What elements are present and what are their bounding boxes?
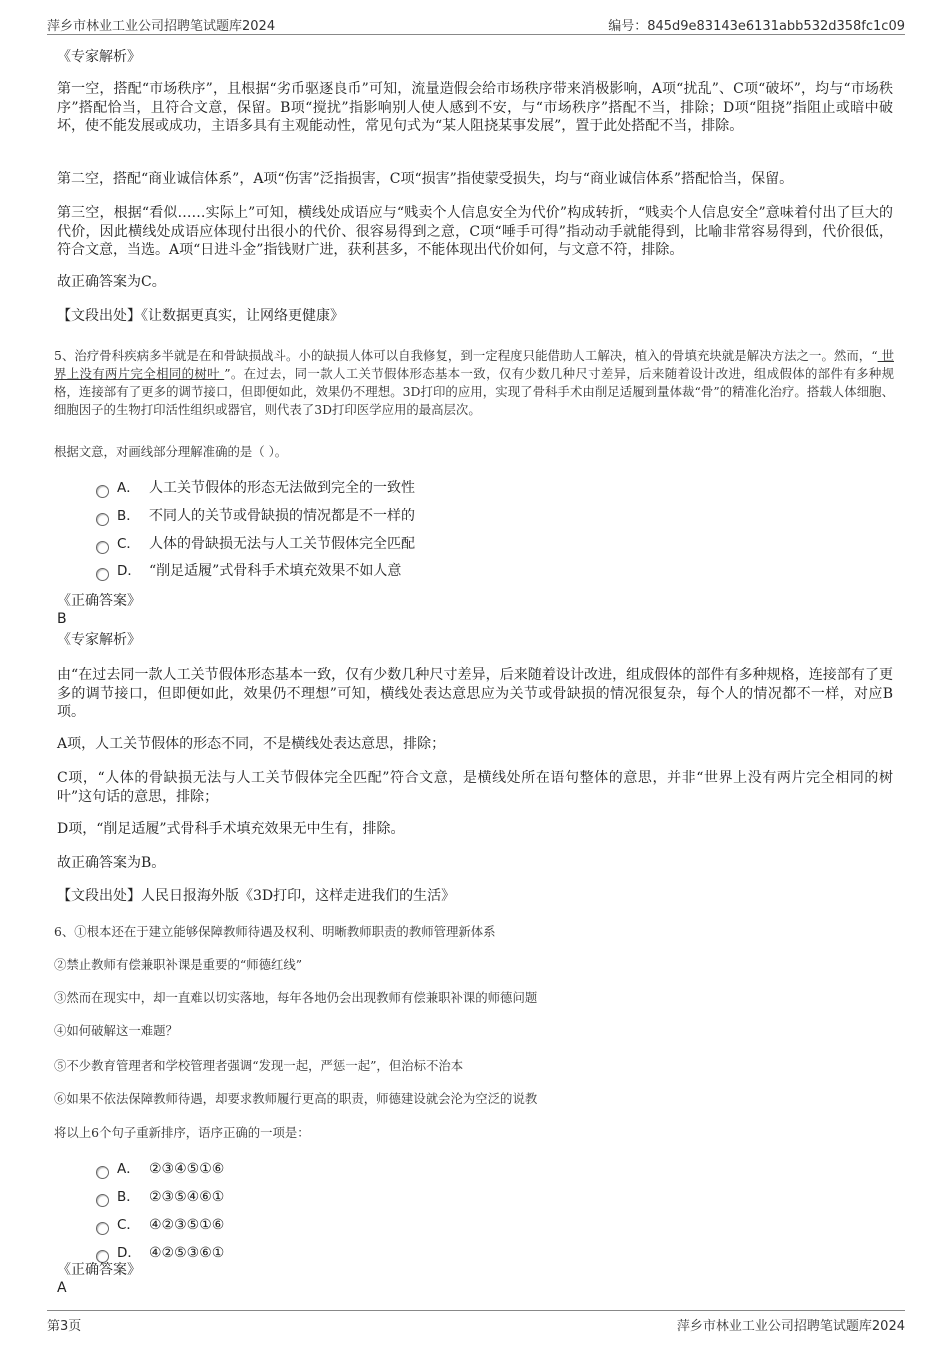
radio-icon[interactable]: [96, 541, 109, 554]
option-text: 人体的骨缺损无法与人工关节假体完全匹配: [149, 536, 415, 552]
q5-question: 根据文意，对画线部分理解准确的是（ ）。: [54, 444, 288, 459]
q6-option-a[interactable]: [96, 1160, 224, 1178]
option-letter: C．: [117, 536, 140, 552]
page-header: [47, 12, 905, 35]
option-letter: B．: [117, 1189, 140, 1205]
q6-answer: A: [57, 1280, 67, 1296]
option-letter: C．: [117, 1217, 140, 1233]
q5-option-c[interactable]: [96, 535, 415, 553]
header-title: 萍乡市林业工业公司招聘笔试题库2024: [47, 19, 276, 34]
option-letter: B．: [117, 508, 140, 524]
q5-underlined-phrase: 世界上没有两片完全相同的树叶: [54, 348, 894, 381]
page-footer: [47, 1310, 905, 1333]
radio-icon[interactable]: [96, 513, 109, 526]
option-letter: A．: [117, 480, 140, 496]
q4-expert-para1: 第一空，搭配“市场秩序”，且根据“劣币驱逐良币”可知，流量造假会给市场秩序带来消极影响，A项“扰乱”、C项“破坏”，均与“市场秩序”搭配恰当，且符合文意，保留。B项“搅扰”指影响别人使人感到不安，与“市场秩序”搭配不当，排除；D项“阻挠”指阻止或暗中破坏，使不能发展或成功，主语多具有主观能动性，常见句式为“某人阻挠某事发展”，置于此处搭配不当，排除。: [57, 81, 893, 134]
q6-option-b[interactable]: [96, 1188, 224, 1206]
q6-answer-label: 《正确答案》: [57, 1262, 141, 1278]
option-letter: D．: [117, 563, 141, 579]
q5-expert-para4: D项，“削足适履”式骨科手术填充效果无中生有，排除。: [57, 821, 405, 837]
q4-expert-para3: 第三空，根据“看似……实际上”可知，横线处成语应与“贱卖个人信息安全为代价”构成转折，“贱卖个人信息安全”意味着付出了巨大的代价，因此横线处成语应体现付出很小的代价、很容易得到之意，C项“唾手可得”指动动手就能得到，比喻非常容易得到，代价很低，符合文意，当选。A项“日进斗金”指钱财广进，获利甚多，不能体现出代价如何，与文意不符，排除。: [57, 205, 893, 258]
option-text: 不同人的关节或骨缺损的情况都是不一样的: [149, 508, 415, 524]
q4-expert-label: 《专家解析》: [57, 49, 141, 65]
option-text: ②③⑤④⑥①: [149, 1189, 225, 1205]
option-letter: A．: [117, 1161, 140, 1177]
q6-stem: 6、①根本还在于建立能够保障教师待遇及权利、明晰教师职责的教师管理新体系: [54, 924, 496, 939]
radio-icon[interactable]: [96, 485, 109, 498]
q5-stem-after: ”。在过去，同一款人工关节假体形态基本一致，仅有少数几种尺寸差异，后来随着设计改进，组成假体的部件有多种规格，连接部有了更多的调节接口，但即便如此，效果仍不理想。3D打印的应用，实现了骨科手术由削足适履到量体裁“骨”的精准化治疗。搭载人体细胞、细胞因子的生物打印活性组织或器官，则代表了3D打印医学应用的最高层次。: [54, 366, 894, 417]
q6-sentence-6: ⑥如果不依法保障教师待遇，却要求教师履行更高的职责，师德建设就会沦为空泛的说教: [54, 1091, 538, 1106]
q6-option-c[interactable]: [96, 1216, 224, 1234]
option-letter: D．: [117, 1245, 141, 1261]
q4-source: 【文段出处】《让数据更真实，让网络更健康》: [57, 308, 344, 324]
q5-option-b[interactable]: [96, 507, 415, 525]
footer-title: 萍乡市林业工业公司招聘笔试题库2024: [676, 1319, 905, 1334]
q5-stem: [54, 347, 894, 419]
q6-option-d[interactable]: [96, 1244, 224, 1262]
q6-sentence-4: ④如何破解这一难题？: [54, 1023, 178, 1038]
q6-question: 将以上6个句子重新排序，语序正确的一项是：: [54, 1125, 310, 1140]
radio-icon[interactable]: [96, 1194, 109, 1207]
option-text: ④②③⑤①⑥: [149, 1217, 225, 1233]
q5-option-d[interactable]: [96, 562, 401, 580]
q5-answer-label: 《正确答案》: [57, 593, 141, 609]
option-text: ④②⑤③⑥①: [149, 1245, 225, 1261]
q6-sentence-2: ②禁止教师有偿兼职补课是重要的“师德红线”: [54, 957, 303, 972]
option-text: “削足适履”式骨科手术填充效果不如人意: [149, 563, 402, 579]
radio-icon[interactable]: [96, 1166, 109, 1179]
q5-expert-para1: 由“在过去同一款人工关节假体形态基本一致，仅有少数几种尺寸差异，后来随着设计改进，组成假体的部件有多种规格，连接部有了更多的调节接口，但即便如此，效果仍不理想”可知，横线处表达意思应为关节或骨缺损的情况很复杂，每个人的情况都不一样，对应B项。: [57, 667, 893, 720]
q5-answer: B: [57, 611, 67, 627]
footer-page-number: 第3页: [47, 1319, 82, 1334]
header-doc-id: 编号：845d9e83143e6131abb532d358fc1c09: [608, 19, 905, 34]
q5-expert-para2: A项，人工关节假体的形态不同，不是横线处表达意思，排除；: [57, 736, 446, 752]
option-text: 人工关节假体的形态无法做到完全的一致性: [149, 480, 415, 496]
q5-source: 【文段出处】人民日报海外版《3D打印，这样走进我们的生活》: [57, 888, 456, 904]
q4-expert-para2: 第二空，搭配“商业诚信体系”，A项“伤害”泛指损害，C项“损害”指使蒙受损失，均与“商业诚信体系”搭配恰当，保留。: [57, 171, 794, 187]
radio-icon[interactable]: [96, 568, 109, 581]
q5-option-a[interactable]: [96, 479, 415, 497]
q5-conclusion: 故正确答案为B。: [57, 855, 166, 871]
option-text: ②③④⑤①⑥: [149, 1161, 225, 1177]
radio-icon[interactable]: [96, 1250, 109, 1263]
q4-conclusion: 故正确答案为C。: [57, 274, 166, 290]
q6-sentence-3: ③然而在现实中，却一直难以切实落地，每年各地仍会出现教师有偿兼职补课的师德问题: [54, 990, 538, 1005]
q5-expert-label: 《专家解析》: [57, 632, 141, 648]
q5-expert-para3: C项，“人体的骨缺损无法与人工关节假体完全匹配”符合文意，是横线处所在语句整体的意思，并非“世界上没有两片完全相同的树叶”这句话的意思，排除；: [57, 770, 893, 805]
q6-sentence-5: ⑤不少教育管理者和学校管理者强调“发现一起，严惩一起”，但治标不治本: [54, 1058, 464, 1073]
radio-icon[interactable]: [96, 1222, 109, 1235]
q5-stem-before: 5、治疗骨科疾病多半就是在和骨缺损战斗。小的缺损人体可以自我修复，到一定程度只能借助人工解决，植入的骨填充块就是解决方法之一。然而，“: [54, 348, 878, 363]
